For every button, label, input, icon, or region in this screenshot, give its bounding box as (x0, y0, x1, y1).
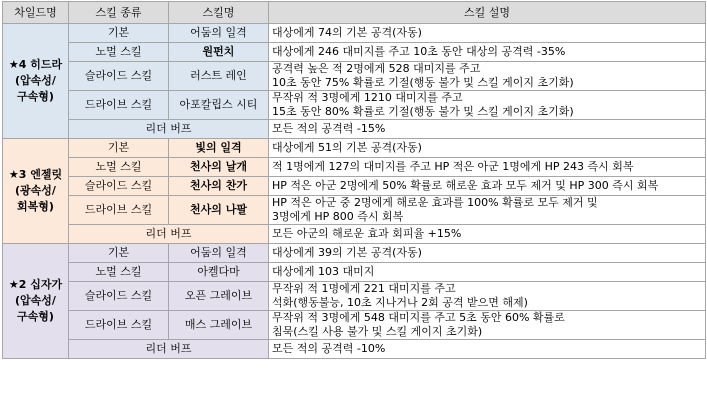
skill-desc-line: 3명에게 HP 800 즉시 회복 (272, 210, 404, 223)
table-row (3, 139, 706, 158)
skill-desc (269, 62, 706, 91)
skill-desc-line: 10초 동안 75% 확률로 기절(행동 불가 및 스킬 게이지 초기화) (272, 76, 574, 89)
skill-desc (269, 311, 706, 340)
character-name-cell (3, 139, 69, 244)
skill-desc-line: 무작위 적 1명에게 221 대미지를 주고 (272, 282, 456, 295)
table-row (3, 24, 706, 43)
character-group-hydra (3, 24, 706, 139)
skill-desc (269, 282, 706, 311)
skill-type: 노멀 스킬 (69, 43, 169, 62)
skill-name: 러스트 레인 (169, 62, 269, 91)
skill-name: 원펀치 (169, 43, 269, 62)
character-role: 구속형) (17, 90, 54, 103)
table-row (3, 43, 706, 62)
skill-desc-line: 공격력 높은 적 2명에게 528 대미지를 주고 (272, 62, 481, 75)
skill-desc: 대상에게 246 대미지를 주고 10초 동안 대상의 공격력 -35% (269, 43, 706, 62)
skill-type: 드라이브 스킬 (69, 311, 169, 340)
character-name: ★2 십자가 (8, 278, 63, 291)
skill-type: 슬라이드 스킬 (69, 62, 169, 91)
table-row (3, 91, 706, 120)
character-name: ★3 엔젤릿 (8, 168, 63, 181)
table-row (3, 244, 706, 263)
skill-name: 빛의 일격 (169, 139, 269, 158)
character-attribute: (광속성/ (15, 184, 56, 197)
leader-row (3, 340, 706, 359)
skill-type: 노멀 스킬 (69, 158, 169, 177)
skill-type: 노멀 스킬 (69, 263, 169, 282)
character-group-angelit (3, 139, 706, 244)
character-role: 구속형) (17, 310, 54, 323)
character-name: ★4 히드라 (8, 58, 63, 71)
table-row (3, 263, 706, 282)
character-group-cross (3, 244, 706, 359)
skill-name: 아포칼립스 시티 (169, 91, 269, 120)
leader-buff-desc: 모든 적의 공격력 -15% (269, 120, 706, 139)
skill-desc-line: 침묵(스킬 사용 불가 및 스킬 게이지 초기화) (272, 325, 483, 338)
skill-name: 어둠의 일격 (169, 24, 269, 43)
skill-name: 천사의 찬가 (169, 177, 269, 196)
skill-desc: 대상에게 39의 기본 공격(자동) (269, 244, 706, 263)
character-name-cell (3, 244, 69, 359)
header-skill-desc: 스킬 설명 (269, 2, 706, 24)
leader-row (3, 120, 706, 139)
header-skill-name: 스킬명 (169, 2, 269, 24)
skill-name: 매스 그레이브 (169, 311, 269, 340)
skill-table (2, 1, 706, 359)
table-row (3, 311, 706, 340)
skill-type: 기본 (69, 244, 169, 263)
skill-type: 기본 (69, 139, 169, 158)
skill-type: 슬라이드 스킬 (69, 177, 169, 196)
skill-desc: 대상에게 74의 기본 공격(자동) (269, 24, 706, 43)
skill-name: 오픈 그레이브 (169, 282, 269, 311)
table-row (3, 196, 706, 225)
leader-buff-desc: 모든 아군의 해로운 효과 회피율 +15% (269, 225, 706, 244)
skill-desc: 적 1명에게 127의 대미지를 주고 HP 적은 아군 1명에게 HP 243 즉시 회복 (269, 158, 706, 177)
skill-name: 어둠의 일격 (169, 244, 269, 263)
skill-type: 드라이브 스킬 (69, 196, 169, 225)
leader-buff-label: 리더 버프 (69, 225, 269, 244)
character-attribute: (압속성/ (15, 294, 56, 307)
character-name-cell (3, 24, 69, 139)
skill-type: 슬라이드 스킬 (69, 282, 169, 311)
skill-desc-line: 15초 동안 80% 확률로 기절(행동 불가 및 스킬 게이지 초기화) (272, 105, 574, 118)
skill-desc (269, 196, 706, 225)
skill-desc-line: 석화(행동불능, 10초 지나거나 2회 공격 받으면 해제) (272, 296, 528, 309)
table-row (3, 177, 706, 196)
header-row (3, 2, 706, 24)
skill-name: 천사의 날개 (169, 158, 269, 177)
header-skill-type: 스킬 종류 (69, 2, 169, 24)
character-attribute: (압속성/ (15, 74, 56, 87)
table-row (3, 282, 706, 311)
skill-desc-line: 무작위 적 3명에게 1210 대미지를 주고 (272, 91, 463, 104)
header-character: 차일드명 (3, 2, 69, 24)
skill-desc-line: HP 적은 아군 중 2명에게 해로운 효과를 100% 확률로 모두 제거 및 (272, 196, 598, 209)
character-role: 회복형) (17, 200, 54, 213)
skill-name: 아켈다마 (169, 263, 269, 282)
table-row (3, 62, 706, 91)
skill-desc: 대상에게 51의 기본 공격(자동) (269, 139, 706, 158)
skill-type: 기본 (69, 24, 169, 43)
skill-type: 드라이브 스킬 (69, 91, 169, 120)
table-row (3, 158, 706, 177)
leader-row (3, 225, 706, 244)
skill-name: 천사의 나팔 (169, 196, 269, 225)
skill-desc: HP 적은 아군 2명에게 50% 확률로 해로운 효과 모두 제거 및 HP 300 즉시 회복 (269, 177, 706, 196)
skill-desc (269, 91, 706, 120)
leader-buff-desc: 모든 적의 공격력 -10% (269, 340, 706, 359)
skill-desc-line: 무작위 적 3명에게 548 대미지를 주고 5초 동안 60% 확률로 (272, 311, 565, 324)
skill-desc: 대상에게 103 대미지 (269, 263, 706, 282)
leader-buff-label: 리더 버프 (69, 340, 269, 359)
leader-buff-label: 리더 버프 (69, 120, 269, 139)
